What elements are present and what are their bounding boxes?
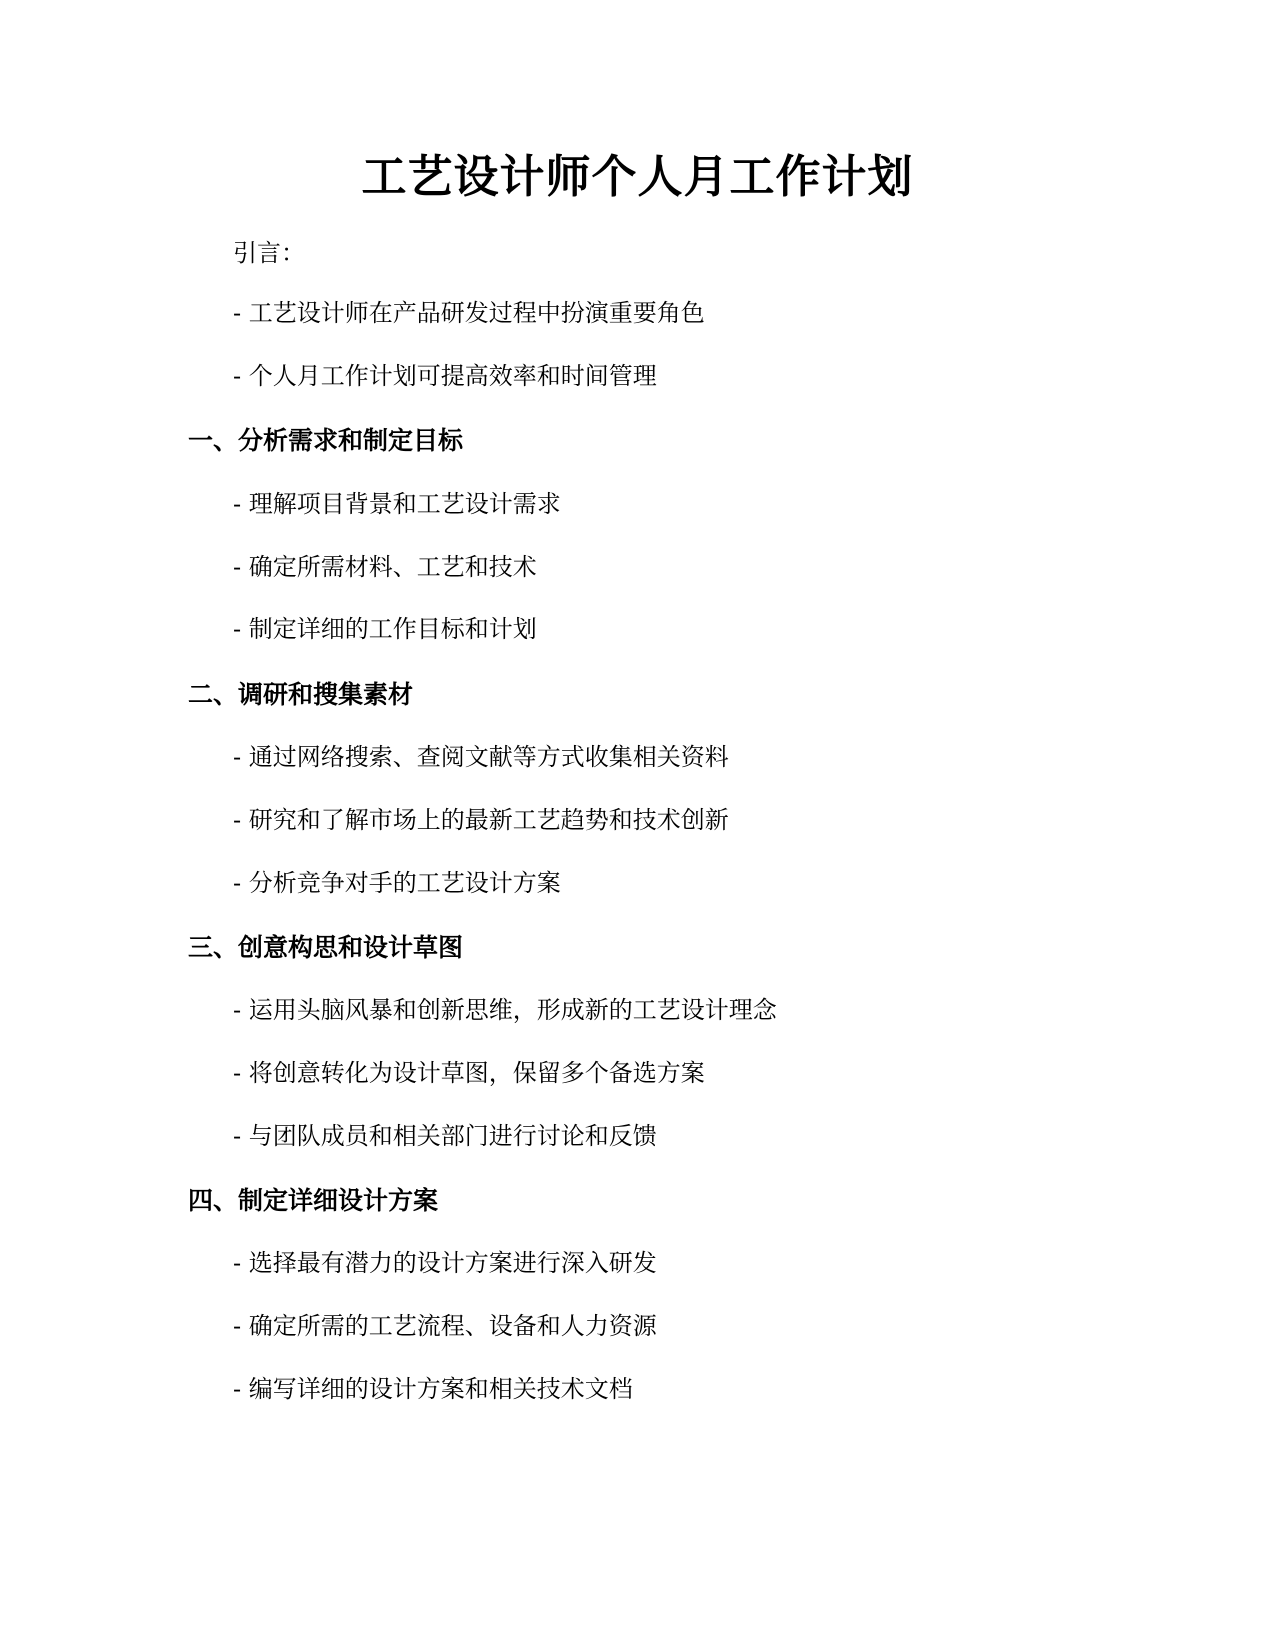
intro-label: 引言：: [233, 239, 305, 267]
section-heading-1: 一、分析需求和制定目标: [188, 426, 464, 455]
section-2-item: - 分析竞争对手的工艺设计方案: [233, 869, 561, 897]
section-3-item: - 将创意转化为设计草图，保留多个备选方案: [233, 1059, 705, 1087]
section-3-item: - 运用头脑风暴和创新思维，形成新的工艺设计理念: [233, 996, 777, 1024]
document-title: 工艺设计师个人月工作计划: [361, 150, 914, 203]
section-2-item: - 研究和了解市场上的最新工艺趋势和技术创新: [233, 806, 729, 834]
section-heading-3: 三、创意构思和设计草图: [188, 933, 464, 962]
section-4-item: - 选择最有潜力的设计方案进行深入研发: [233, 1249, 657, 1277]
intro-item: - 个人月工作计划可提高效率和时间管理: [233, 362, 657, 390]
section-4-item: - 编写详细的设计方案和相关技术文档: [233, 1375, 633, 1403]
section-1-item: - 理解项目背景和工艺设计需求: [233, 490, 561, 518]
section-1-item: - 制定详细的工作目标和计划: [233, 615, 537, 643]
intro-item: - 工艺设计师在产品研发过程中扮演重要角色: [233, 299, 705, 327]
section-2-item: - 通过网络搜索、查阅文献等方式收集相关资料: [233, 743, 729, 771]
section-4-item: - 确定所需的工艺流程、设备和人力资源: [233, 1312, 657, 1340]
section-1-item: - 确定所需材料、工艺和技术: [233, 553, 537, 581]
section-heading-2: 二、调研和搜集素材: [188, 680, 414, 709]
section-3-item: - 与团队成员和相关部门进行讨论和反馈: [233, 1122, 657, 1150]
section-heading-4: 四、制定详细设计方案: [188, 1186, 439, 1215]
